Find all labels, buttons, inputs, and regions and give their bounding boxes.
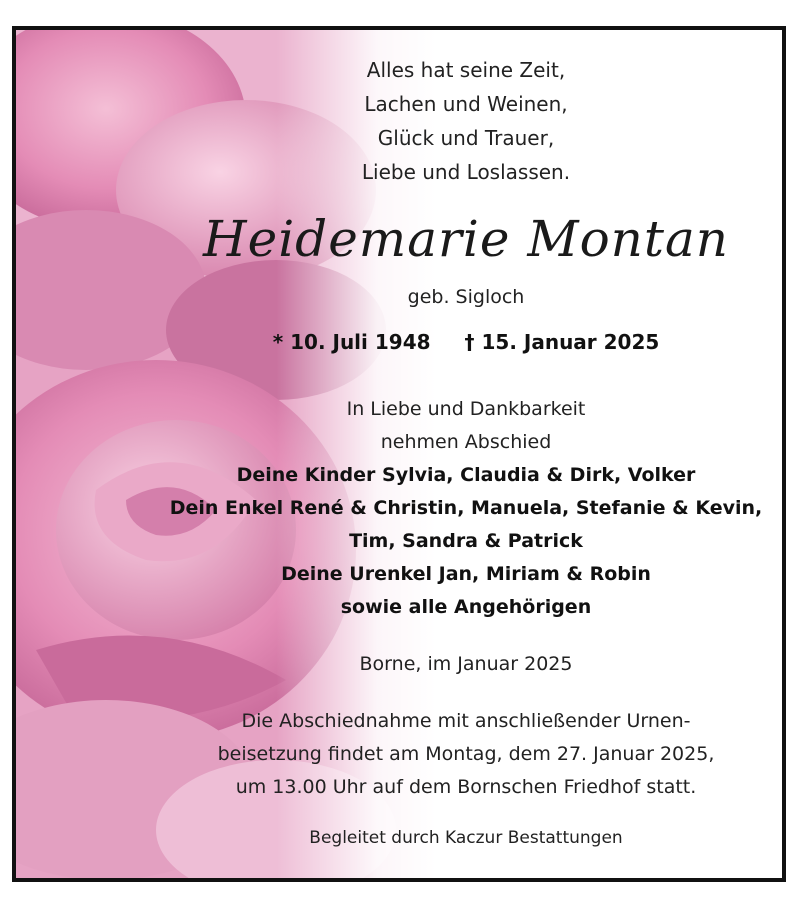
family-line: Deine Kinder Sylvia, Claudia & Dirk, Volker <box>236 464 696 486</box>
family-line: Dein Enkel René & Christin, Manuela, Stefanie & Kevin, <box>169 497 763 519</box>
obituary-frame <box>12 26 786 882</box>
service-line: um 13.00 Uhr auf dem Bornschen Friedhof statt. <box>235 776 697 798</box>
deceased-name: Heidemarie Montan <box>203 210 729 268</box>
poem-line: Lachen und Weinen, <box>364 92 568 116</box>
life-dates <box>136 330 786 354</box>
birth-date: * 10. Juli 1948 <box>272 330 431 354</box>
service-line: beisetzung findet am Montag, dem 27. Januar 2025, <box>217 743 715 765</box>
birth-name: geb. Sigloch <box>407 286 525 308</box>
obituary-content <box>16 30 782 878</box>
poem-line: Liebe und Loslassen. <box>361 160 571 184</box>
family-line: Tim, Sandra & Patrick <box>349 530 583 552</box>
death-date: † 15. Januar 2025 <box>464 330 660 354</box>
intro-line: nehmen Abschied <box>380 431 552 453</box>
undertaker-credit: Begleitet durch Kaczur Bestattungen <box>309 828 623 848</box>
family-line: Deine Urenkel Jan, Miriam & Robin <box>281 563 651 585</box>
poem-line: Alles hat seine Zeit, <box>366 58 566 82</box>
intro-line: In Liebe und Dankbarkeit <box>346 398 586 420</box>
service-line: Die Abschiednahme mit anschließender Urnen- <box>241 710 691 732</box>
place-date: Borne, im Januar 2025 <box>359 653 573 675</box>
family-line: sowie alle Angehörigen <box>340 596 592 618</box>
poem-line: Glück und Trauer, <box>377 126 555 150</box>
